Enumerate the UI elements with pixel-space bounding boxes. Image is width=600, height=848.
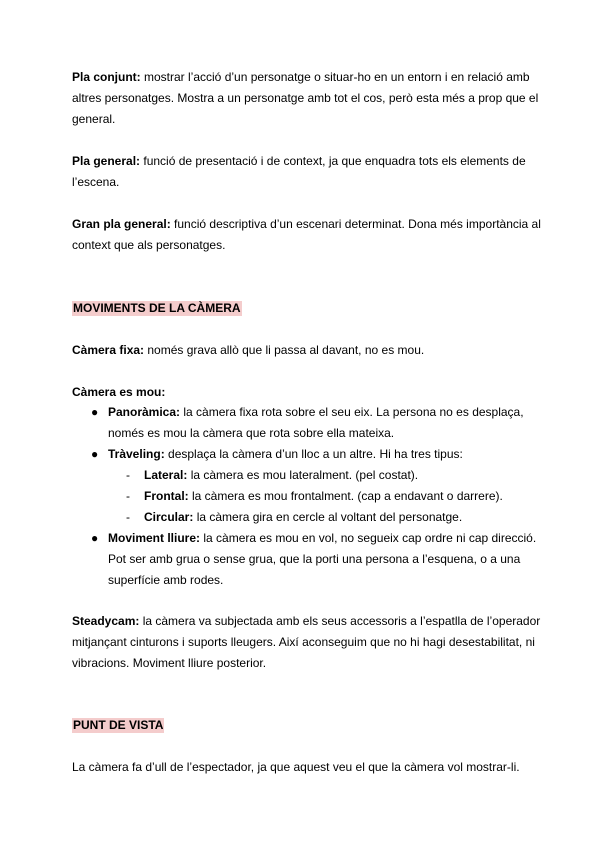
list-item-frontal (108, 486, 542, 507)
term-gran-pla-general: Gran pla general: (72, 217, 171, 231)
text-pla-general: funció de presentació i de context, ja que enquadra tots els elements de l’escena. (72, 154, 526, 189)
text-frontal: la càmera es mou frontalment. (cap a endavant o darrere). (188, 489, 503, 503)
text-gran-pla-general: funció descriptiva d’un escenari determinat. Dona més importància al context que als personatges. (72, 217, 541, 252)
term-traveling: Tràveling: (108, 447, 165, 461)
list-traveling-types (108, 465, 542, 528)
list-item-circular (108, 507, 542, 528)
term-panoramica: Panoràmica: (108, 405, 181, 419)
bullet-icon: ● (91, 447, 99, 461)
dash-icon: - (126, 510, 130, 524)
text-steadycam: la càmera va subjectada amb els seus accessoris a l’espatlla de l’operador mitjançant cinturons i suports lleugers. Així aconseguim que no hi hagi desestabilitat, ni vibracions. Moviment lliure posterior. (72, 614, 541, 670)
text-traveling: desplaça la càmera d’un lloc a un altre. Hi ha tres tipus: (164, 447, 463, 461)
term-camera-fixa: Càmera fixa: (72, 343, 145, 357)
dash-icon: - (126, 489, 130, 503)
list-item-panoramica (72, 402, 542, 444)
term-camera-es-mou: Càmera es mou: (72, 385, 166, 399)
term-circular: Circular: (144, 510, 194, 524)
dash-icon: - (126, 468, 130, 482)
paragraph-punt-de-vista (72, 757, 552, 778)
list-item-moviment-lliure (72, 528, 542, 591)
text-camera-fixa: només grava allò que li passa al davant, no es mou. (144, 343, 425, 357)
list-item-traveling (72, 444, 542, 528)
text-punt-de-vista: La càmera fa d’ull de l’espectador, ja que aquest veu el que la càmera vol mostrar-li. (72, 760, 520, 774)
term-steadycam: Steadycam: (72, 614, 140, 628)
list-camera-movements (72, 402, 542, 591)
text-pla-conjunt: mostrar l’acció d’un personatge o situar-ho en un entorn i en relació amb altres personatges. Mostra a un personatge amb tot el cos, però esta més a prop que el general. (72, 70, 539, 126)
bullet-icon: ● (91, 405, 99, 419)
paragraph-steadycam (72, 611, 542, 674)
text-lateral: la càmera es mou lateralment. (pel costat). (187, 468, 419, 482)
paragraph-camera-fixa (72, 340, 542, 361)
heading-moviments-camera: MOVIMENTS DE LA CÀMERA (73, 301, 241, 315)
text-circular: la càmera gira en cercle al voltant del personatge. (193, 510, 463, 524)
term-pla-general: Pla general: (72, 154, 141, 168)
term-lateral: Lateral: (144, 468, 188, 482)
paragraph-pla-general (72, 151, 542, 193)
text-panoramica: la càmera fixa rota sobre el seu eix. La persona no es desplaça, només es mou la càmera que rota sobre ella mateixa. (108, 405, 524, 440)
paragraph-pla-conjunt (72, 67, 542, 130)
bullet-icon: ● (91, 531, 99, 545)
text-moviment-lliure: la càmera es mou en vol, no segueix cap ordre ni cap direcció. Pot ser amb grua o sense grua, que la porti una persona a l’esquena, o a una superfície amb rodes. (108, 531, 537, 587)
term-pla-conjunt: Pla conjunt: (72, 70, 141, 84)
paragraph-gran-pla-general (72, 214, 542, 256)
term-moviment-lliure: Moviment lliure: (108, 531, 201, 545)
list-item-lateral (108, 465, 542, 486)
paragraph-camera-es-mou (72, 382, 542, 403)
heading-punt-de-vista: PUNT DE VISTA (73, 718, 164, 732)
term-frontal: Frontal: (144, 489, 189, 503)
